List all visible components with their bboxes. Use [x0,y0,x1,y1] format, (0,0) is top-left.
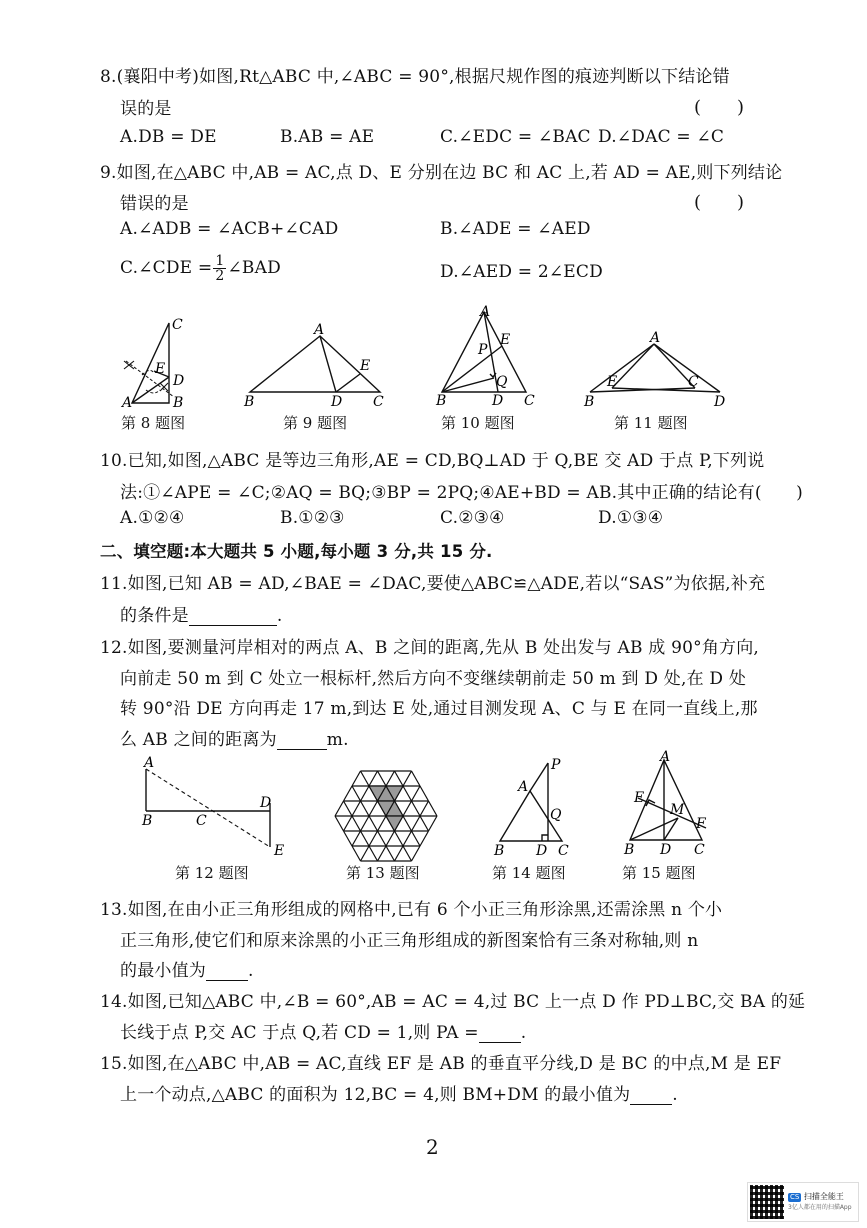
grid-line [378,771,387,786]
answer-blank[interactable] [189,609,277,626]
q8-option-a: A.DB = DE [120,127,217,147]
grid-line [403,846,412,861]
grid-line [361,771,370,786]
label-p: P [551,757,561,773]
grid-line [352,786,361,801]
q10-option-d: D.①③④ [598,508,664,528]
grid-line [378,846,387,861]
grid-line [369,801,378,816]
grid-line [369,771,378,786]
label-b: B [244,394,255,410]
grid-line [361,816,370,831]
label-a: A [480,304,491,320]
label-e: E [360,358,371,374]
label-e: E [274,843,285,859]
q9-option-b: B.∠ADE = ∠AED [440,219,591,239]
label-d: D [260,795,272,811]
q8-line1: 8.(襄阳中考)如图,Rt△ABC 中,∠ABC = 90°,根据尺规作图的痕迹判断以下结论错 [100,67,730,87]
grid-line [369,816,378,831]
label-e: E [155,361,166,377]
figure-8 [112,315,202,410]
label-c: C [688,374,699,390]
q13-line1: 13.如图,在由小正三角形组成的网格中,已有 6 个小正三角形涂黑,还需涂黑 n 个小 [100,900,723,920]
page-number: 2 [426,1135,439,1159]
caption-fig8: 第 8 题图 [121,414,186,432]
grid-line [352,771,361,786]
q9-option-d: D.∠AED = 2∠ECD [440,262,603,282]
grid-line [361,801,370,816]
grid-line [344,816,353,831]
q9-option-c-post: ∠BAD [227,258,281,278]
grid-line [420,801,429,816]
caption-fig11: 第 11 题图 [614,414,688,432]
answer-blank[interactable] [479,1026,521,1043]
q10-line2: 法:①∠APE = ∠C;②AQ = BQ;③BP = 2PQ;④AE+BD = AB.其中正确的结论有( ) [120,483,803,503]
label-q: Q [550,807,562,823]
grid-line [361,831,370,846]
scanner-title: 扫描全能王 [803,1192,844,1202]
q8-option-d: D.∠DAC = ∠C [598,127,725,147]
label-c: C [172,317,183,333]
label-a: A [122,395,133,411]
answer-blank[interactable] [630,1088,672,1105]
q9-option-c-pre: C.∠CDE = [120,258,213,278]
grid-line [344,786,353,801]
figure-10 [432,304,535,410]
grid-line [395,771,404,786]
q12-line1: 12.如图,要测量河岸相对的两点 A、B 之间的距离,先从 B 处出发与 AB 成 90°角方向, [100,638,760,658]
grid-line [412,831,421,846]
q14-line1: 14.如图,已知△ABC 中,∠B = 60°,AB = AC = 4,过 BC 上一点 D 作 PD⊥BC,交 BA 的延 [100,992,806,1012]
grid-line [369,831,378,846]
figure-12 [134,755,294,859]
q15-line1: 15.如图,在△ABC 中,AB = AC,直线 EF 是 AB 的垂直平分线,D 是 BC 的中点,M 是 EF [100,1054,782,1074]
label-b: B [494,843,505,859]
caption-fig13: 第 13 题图 [346,864,420,882]
label-a: A [314,322,325,338]
grid-line [403,771,412,786]
q10-option-b: B.①②③ [280,508,345,528]
label-d: D [660,842,672,858]
figure-15 [622,749,712,859]
grid-line [420,831,429,846]
grid-line [386,771,395,786]
grid-line [352,816,361,831]
grid-line [335,801,344,816]
answer-blank[interactable] [277,733,327,750]
grid-line [429,816,438,831]
grid-line [412,771,421,786]
scanner-watermark [747,1182,859,1222]
q8-answer-paren: ( ) [694,97,745,118]
grid-line [403,786,412,801]
label-d: D [331,394,343,410]
q8-option-b: B.AB = AE [280,127,375,147]
caption-fig12: 第 12 题图 [175,864,249,882]
q11-line1: 11.如图,已知 AB = AD,∠BAE = ∠DAC,要使△ABC≌△ADE,若以“SAS”为依据,补充 [100,574,766,594]
label-q: Q [496,374,508,390]
label-d: D [173,373,185,389]
q9-line2: 错误的是 [120,194,189,214]
q13-line3: 的最小值为 . [120,961,254,981]
label-c: C [196,813,207,829]
q14-line2: 长线于点 P,交 AC 于点 Q,若 CD = 1,则 PA = . [120,1023,527,1043]
q12-line2: 向前走 50 m 到 C 处立一根标杆,然后方向不变继续朝前走 50 m 到 D 处,在 D 处 [120,669,747,689]
q9-option-a: A.∠ADB = ∠ACB+∠CAD [120,219,339,239]
grid-line [386,831,395,846]
label-a: A [518,779,529,795]
label-d: D [492,393,504,409]
label-a: A [650,330,661,346]
q12-line3: 转 90°沿 DE 方向再走 17 m,到达 E 处,通过目测发现 A、C 与 E 在同一直线上,那 [120,699,758,719]
caption-fig14: 第 14 题图 [492,864,566,882]
label-a: A [144,755,155,771]
figure-11 [580,330,730,410]
label-b: B [142,813,153,829]
label-b: B [173,395,184,411]
grid-line [352,846,361,861]
grid-line [395,831,404,846]
q9-answer-paren: ( ) [694,192,745,213]
grid-line [420,786,429,801]
q8-option-c: C.∠EDC = ∠BAC [440,127,591,147]
scanner-logo: CS [790,1193,800,1202]
caption-fig10: 第 10 题图 [441,414,515,432]
label-m: M [670,802,685,818]
label-c: C [694,842,705,858]
q9-line1: 9.如图,在△ABC 中,AB = AC,点 D、E 分别在边 BC 和 AC 上,若 AD = AE,则下列结论 [100,163,783,183]
caption-fig15: 第 15 题图 [622,864,696,882]
q10-option-c: C.②③④ [440,508,505,528]
label-c: C [524,393,535,409]
label-c: C [558,843,569,859]
grid-line [352,801,361,816]
label-e: E [634,790,645,806]
label-e: E [607,374,618,390]
label-p: P [478,342,488,358]
label-d: D [714,394,726,410]
q15-line2: 上一个动点,△ABC 的面积为 12,BC = 4,则 BM+DM 的最小值为 . [120,1085,678,1105]
q11-line2: 的条件是 . [120,606,283,626]
q10-line1: 10.已知,如图,△ABC 是等边三角形,AE = CD,BQ⊥AD 于 Q,BE 交 AD 于点 P,下列说 [100,451,765,471]
label-b: B [436,393,447,409]
grid-line [352,831,361,846]
grid-line [412,801,421,816]
grid-line [429,801,438,816]
scanner-subtitle: 3亿人都在用的扫描App [788,1204,852,1211]
caption-fig9: 第 9 题图 [283,414,348,432]
grid-line [403,816,412,831]
q13-line2: 正三角形,使它们和原来涂黑的小正三角形组成的新图案恰有三条对称轴,则 n [120,931,699,951]
label-c: C [373,394,384,410]
q10-option-a: A.①②④ [120,508,185,528]
label-a: A [660,749,671,765]
figure-14 [490,757,580,859]
one-half-fraction: $\frac{1}{2}$ [215,253,225,284]
grid-line [369,846,378,861]
grid-line [344,801,353,816]
label-e: E [500,332,511,348]
label-d: D [536,843,548,859]
grid-line [412,816,421,831]
grid-line [395,846,404,861]
grid-line [420,816,429,831]
grid-line [403,831,412,846]
label-f: F [696,816,706,832]
label-b: B [624,842,635,858]
grid-line [361,786,370,801]
qr-code-icon [750,1185,784,1219]
figure-13 [334,762,438,856]
grid-line [412,846,421,861]
answer-blank[interactable] [206,964,248,981]
q9-option-c [120,254,281,283]
section-heading: 二、填空题:本大题共 5 小题,每小题 3 分,共 15 分. [100,542,493,561]
grid-line [335,816,344,831]
grid-line [412,786,421,801]
grid-line [378,831,387,846]
grid-line [386,846,395,861]
grid-line [344,831,353,846]
grid-line [378,816,387,831]
q12-line4: 么 AB 之间的距离为 m. [120,730,349,750]
q8-line2: 误的是 [120,99,172,119]
grid-line [403,801,412,816]
grid-line [361,846,370,861]
figure-9 [240,322,390,410]
label-b: B [584,394,595,410]
